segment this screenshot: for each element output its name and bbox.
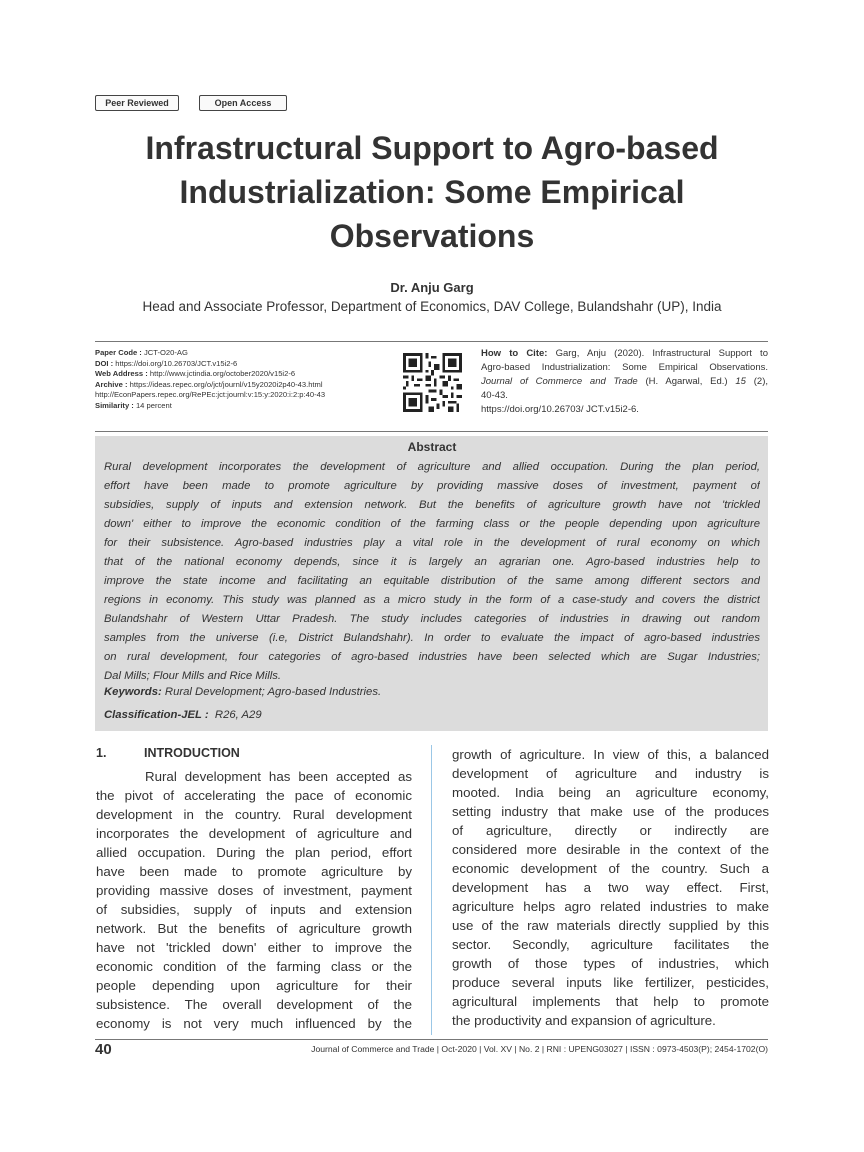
- journal-name: Journal of Commerce and Trade: [481, 376, 638, 387]
- footer-journal-info: Journal of Commerce and Trade | Oct-2020 | Vol. XV | No. 2 | RNI : UPENG03027 | ISSN : 0973-4503(P); 2454-1702(O): [311, 1044, 768, 1054]
- abstract-line: subsidies, supply of inputs and extension network. But the benefits of agriculture growth have not 'trickled: [104, 499, 760, 511]
- keywords: Keywords: Rural Development; Agro-based Industries.: [104, 686, 382, 698]
- abstract-line: down' either to improve the economic condition of the farming class or the people depending upon agriculture: [104, 518, 760, 530]
- abstract-heading: Abstract: [407, 440, 457, 454]
- abstract-line: that of the national economy depends, since it is largely an agrarian one. Agro-based industries help to: [104, 556, 760, 568]
- archive-row: Archive : https://ideas.repec.org/o/jct/journl/v15y2020i2p40-43.html: [95, 379, 323, 389]
- paper-code: JCT-O20-AG: [143, 348, 188, 357]
- body-line: growth of those types of industries, which: [452, 956, 769, 971]
- peer-reviewed-badge: Peer Reviewed: [95, 95, 179, 111]
- column-divider: [431, 745, 432, 1035]
- author-affiliation: Head and Associate Professor, Department of Economics, DAV College, Bulandshahr (UP), India: [142, 299, 722, 314]
- abstract-body: [104, 458, 760, 686]
- title-line: Industrialization: Some Empirical: [179, 174, 685, 210]
- body-line: sector. Secondly, agriculture facilitates the: [452, 937, 769, 952]
- paper-title: [100, 126, 764, 258]
- abstract-line: improve the state income and facilitating an equitable distribution of the same among different sectors and: [104, 575, 760, 587]
- abstract-line: Dal Mills; Flour Mills and Rice Mills.: [104, 670, 282, 682]
- body-line: the pivot of accelerating the pace of economic: [96, 788, 412, 803]
- title-line: Infrastructural Support to Agro-based: [145, 130, 719, 166]
- body-line: have not 'trickled down' either to improve the: [96, 940, 412, 955]
- metadata-rule: [95, 431, 768, 432]
- abstract-line: Rural development incorporates the development of agriculture and allied occupation. During the plan period,: [104, 461, 760, 473]
- body-line: growth of agriculture. In view of this, a balanced: [452, 747, 769, 762]
- abstract-line: effort have been made to promote agriculture by providing massive doses of investment, payment of: [104, 480, 760, 492]
- body-line: of subsidies, supply of inputs and extension: [96, 902, 412, 917]
- abstract-line: Bulandshahr of Western Uttar Pradesh. The study includes categories of industries in drawing out random: [104, 613, 760, 625]
- doi-row: DOI : https://doi.org/10.26703/JCT.v15i2-6: [95, 358, 238, 368]
- footer-rule: [95, 1039, 768, 1040]
- header-rule: [95, 341, 768, 342]
- body-line: of agriculture, directly or indirectly are: [452, 823, 769, 838]
- body-line: the productivity and expansion of agriculture.: [452, 1013, 716, 1028]
- author-name: Dr. Anju Garg: [390, 280, 474, 295]
- similarity-value: 14 percent: [135, 400, 172, 410]
- cite-doi-link[interactable]: https://doi.org/10.26703/ JCT.v15i2-6.: [481, 404, 639, 415]
- body-line: allied occupation. During the plan period, effort: [96, 845, 412, 860]
- body-line: agricultural implements that help to promote: [452, 994, 769, 1009]
- body-line: development has a two way effect. First,: [452, 880, 769, 895]
- body-line: incorporates the development of agriculture and: [96, 826, 412, 841]
- right-column: [452, 745, 769, 1030]
- abstract-line: on rural development, four categories of agro-based industries have been selected which are Sugar Industries;: [104, 651, 760, 663]
- body-line: network. But the benefits of agriculture growth: [96, 921, 412, 936]
- body-line: mooted. India being an agriculture economy,: [452, 785, 769, 800]
- body-line: agriculture helps agro related industries to make: [452, 899, 769, 914]
- paper-metadata: [95, 348, 395, 412]
- how-to-cite: How to Cite: Garg, Anju (2020). Infrastructural Support to Agro-based Industrialization: Some Empirical Observations. Journal of Commerce and Trade (H. Agarwal, Ed.) 15 (2), 40-43. https://doi.org/10.26703/ JCT.v15i2-6.: [481, 348, 768, 415]
- title-line: Observations: [329, 218, 535, 254]
- section-title: INTRODUCTION: [144, 746, 240, 760]
- body-line: providing massive doses of investment, payment: [96, 883, 412, 898]
- body-line: use of the raw materials directly supplied by this: [452, 918, 769, 933]
- body-line: economy is not very much influenced by the: [96, 1016, 412, 1031]
- abstract-line: for their subsistence. Agro-based industries play a vital role in the development of rural economy on which: [104, 537, 760, 549]
- body-line: subsistence. The overall development of the: [96, 997, 412, 1012]
- jel-classification: Classification-JEL : R26, A29: [104, 709, 262, 721]
- body-line: produce several inputs like fertilizer, pesticides,: [452, 975, 769, 990]
- body-line: development in the country. Rural development: [96, 807, 412, 822]
- web-address-row: Web Address : http://www.jctindia.org/october2020/v15i2-6: [95, 369, 296, 379]
- left-column: [96, 767, 412, 1033]
- doi-link[interactable]: https://doi.org/10.26703/JCT.v15i2-6: [115, 358, 238, 368]
- body-line: Rural development has been accepted as: [145, 769, 412, 784]
- similarity-row: Similarity : 14 percent: [95, 400, 172, 410]
- open-access-badge: Open Access: [199, 95, 287, 111]
- archive-link[interactable]: https://ideas.repec.org/o/jct/journl/v15y2020i2p40-43.html: [129, 379, 323, 389]
- body-line: economic condition of the farming class or the: [96, 959, 412, 974]
- qr-code-icon: [403, 353, 462, 412]
- section-number: 1.: [96, 746, 107, 760]
- body-line: people depending upon agriculture for their: [96, 978, 412, 993]
- body-line: setting industry that make use of the produces: [452, 804, 769, 819]
- body-line: development of agriculture and industry is: [452, 766, 769, 781]
- paper-code-row: Paper Code : JCT-O20-AG: [95, 348, 188, 357]
- abstract-line: regions in economy. This study was planned as a micro study in the form of a case-study and covers the district: [104, 594, 760, 606]
- body-line: economic development of the country. Such a: [452, 861, 769, 876]
- body-line: have been made to promote agriculture by: [96, 864, 412, 879]
- archive-link-2[interactable]: http://EconPapers.repec.org/RePEc:jct:journl:v:15:y:2020:i:2:p:40-43: [95, 390, 326, 400]
- abstract-line: samples from the universe (i.e, District Bulandshahr). In order to evaluate the impact of agro-based industries: [104, 632, 760, 644]
- web-address-link[interactable]: http://www.jctindia.org/october2020/v15i2-6: [149, 369, 296, 379]
- body-line: considered more desirable in the context of the: [452, 842, 769, 857]
- page-number: 40: [95, 1041, 112, 1058]
